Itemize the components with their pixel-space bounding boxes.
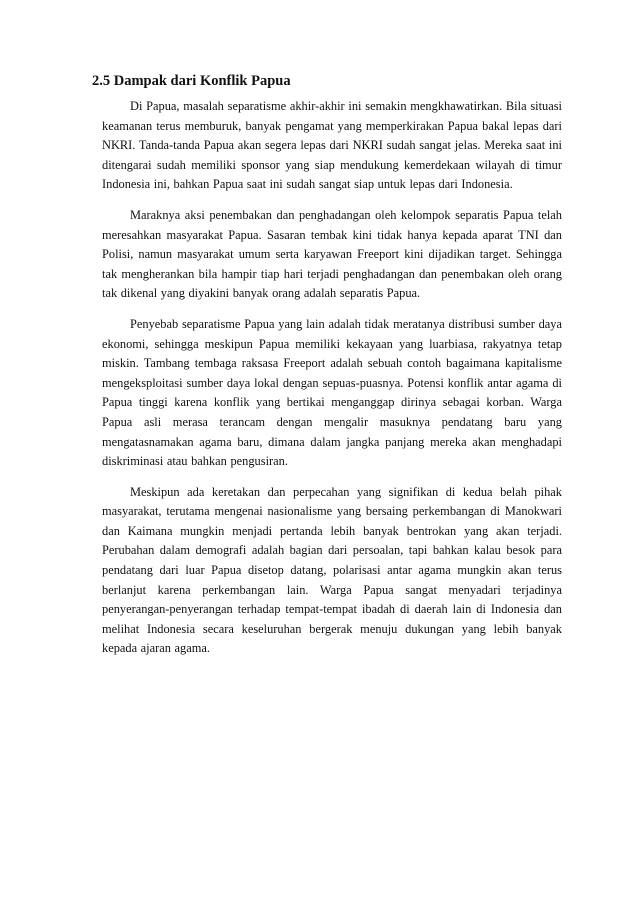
paragraph-4: Meskipun ada keretakan dan perpecahan yang signifikan di kedua belah pihak masyarakat, terutama mengenai nasionalisme yang bersaing perkembangan di Manokwari dan Kaimana mungkin menjadi pertanda lebih banyak bentrokan yang akan terjadi. Perubahan dalam demografi adalah bagian dari persoalan, tapi bahkan kalau besok para pendatang dari luar Papua disetop datang, polarisasi antar agama mungkin akan terus berlanjut karena perkembangan lain. Warga Papua sangat menyadari terjadinya penyerangan-penyerangan terhadap tempat-tempat ibadah di daerah lain di Indonesia dan melihat Indonesia secara keseluruhan bergerak menuju dukungan yang lebih banyak kepada ajaran agama. bbox=[102, 484, 562, 656]
document-body bbox=[92, 71, 562, 670]
paragraph-3: Penyebab separatisme Papua yang lain adalah tidak meratanya distribusi sumber daya ekonomi, sehingga meskipun Papua memiliki kekayaan yang luarbiasa, rakyatnya tetap miskin. Tambang tembaga raksasa Freeport adalah sebuah contoh bagaimana kapitalisme mengeksploitasi sumber daya lokal dengan sepuas-puasnya. Potensi konflik antar agama di Papua tinggi karena konflik yang bertikai menganggap dirinya sebagai korban. Warga Papua asli merasa terancam dengan mengalir masuknya pendatang baru yang mengatasnamakan agama baru, dimana dalam jangka panjang mereka akan menghadapi diskriminasi atau bahkan pengusiran. bbox=[102, 316, 562, 469]
section-heading: 2.5 Dampak dari Konflik Papua bbox=[92, 73, 291, 89]
paragraph-2: Maraknya aksi penembakan dan penghadangan oleh kelompok separatis Papua telah meresahkan masyarakat Papua. Sasaran tembak kini tidak hanya kepada aparat TNI dan Polisi, namun masyarakat umum serta karyawan Freeport kini dijadikan target. Sehingga tak mengherankan bila hampir tiap hari terjadi penghadangan dan penembakan oleh orang tak dikenal yang diyakini banyak orang adalah separatis Papua. bbox=[102, 207, 562, 301]
paragraph-1: Di Papua, masalah separatisme akhir-akhir ini semakin mengkhawatirkan. Bila situasi keamanan terus memburuk, banyak pengamat yang memperkirakan Papua bakal lepas dari NKRI. Tanda-tanda Papua akan segera lepas dari NKRI sudah sangat jelas. Mereka saat ini ditengarai sudah memiliki sponsor yang siap mendukung kemerdekaan wilayah di timur Indonesia ini, bahkan Papua saat ini sudah sangat siap untuk lepas dari Indonesia. bbox=[102, 99, 562, 192]
